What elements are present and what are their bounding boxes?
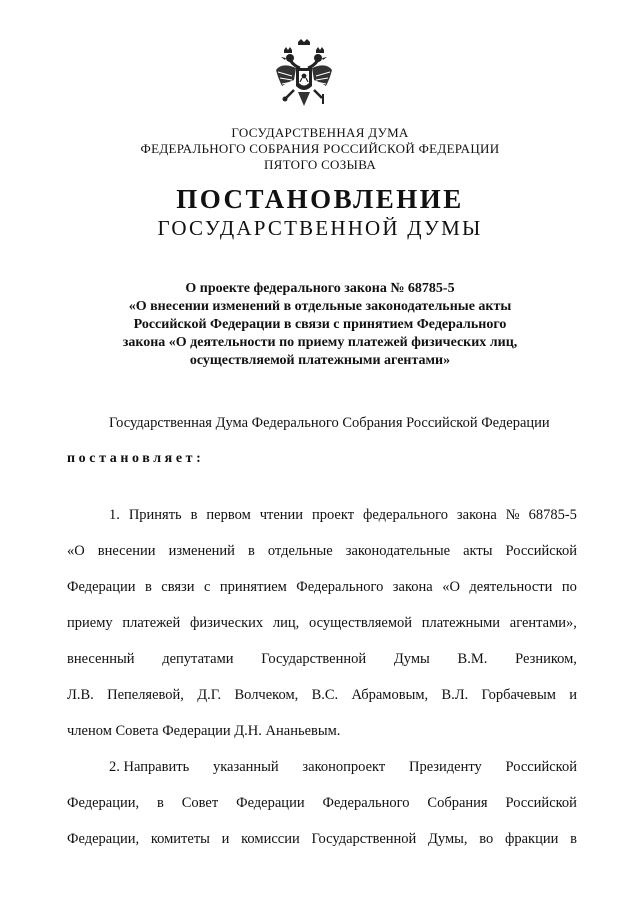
word: в: [190, 507, 198, 523]
word: лиц,: [272, 615, 300, 631]
word: закона: [392, 579, 433, 595]
word: внесенный: [67, 651, 135, 667]
paragraph-2-line-1: [109, 759, 577, 776]
word: Д.Г.: [197, 687, 222, 703]
word: во: [479, 831, 494, 847]
word: внесении: [97, 543, 156, 559]
word: Волчеком,: [234, 687, 299, 703]
word: по: [561, 579, 577, 595]
word: федерального: [363, 507, 448, 523]
word: проект: [312, 507, 355, 523]
word: Пепеляевой,: [107, 687, 184, 703]
subject-line-3: Российской Федерации в связи с принятием Федерального: [133, 317, 507, 332]
word: агентами»,: [509, 615, 577, 631]
word: изменений: [168, 543, 235, 559]
word: приему: [67, 615, 113, 631]
paragraph-1-line-1: [109, 507, 577, 524]
word: и: [221, 831, 230, 847]
word: акты: [463, 543, 493, 559]
word: Горбачевым: [481, 687, 556, 703]
word: Федерации: [236, 795, 305, 811]
word: фракции: [504, 831, 559, 847]
word: принятием: [219, 579, 287, 595]
word: в: [144, 579, 152, 595]
word: 2. Направить: [109, 759, 190, 775]
word: в: [247, 543, 255, 559]
word: Федерального: [296, 579, 384, 595]
word: №: [505, 507, 520, 523]
word: 1.: [109, 507, 120, 523]
header-convocation: ПЯТОГО СОЗЫВА: [263, 157, 377, 172]
document-title: ПОСТАНОВЛЕНИЕ: [176, 184, 464, 214]
word: Российской: [505, 759, 577, 775]
word: Президенту: [408, 759, 482, 775]
word: Л.В.: [67, 687, 94, 703]
word: законодательные: [345, 543, 451, 559]
word: В.Л.: [441, 687, 469, 703]
word: Думы,: [428, 831, 468, 847]
word: Резником,: [515, 651, 577, 667]
subject-line-4: закона «О деятельности по приему платежей физических лиц,: [122, 335, 518, 350]
word: деятельности: [469, 579, 553, 595]
word: В.С.: [311, 687, 339, 703]
word: и: [569, 687, 577, 703]
word: Совет: [181, 795, 219, 811]
word: с: [204, 579, 211, 595]
word: первом: [206, 507, 251, 523]
paragraph-1-line-2: [67, 543, 577, 560]
paragraph-1-line-5: [67, 651, 577, 668]
word: Российской: [505, 543, 577, 559]
document-subtitle: ГОСУДАРСТВЕННОЙ ДУМЫ: [157, 216, 483, 240]
word: Собрания: [427, 795, 488, 811]
paragraph-1-line-4: [67, 615, 577, 632]
header-duma: ГОСУДАРСТВЕННАЯ ДУМА: [231, 125, 409, 140]
word: платежей: [122, 615, 181, 631]
word: Принять: [128, 507, 182, 523]
word: законопроект: [302, 759, 386, 775]
resolves-word: постановляет:: [67, 451, 205, 466]
subject-line-5: осуществляемой платежными агентами»: [189, 353, 451, 368]
word: в: [570, 831, 577, 847]
word: Думы: [393, 651, 430, 667]
paragraph-1-line-7: членом Совета Федерации Д.Н. Ананьевым.: [67, 723, 341, 739]
word: Российской: [505, 795, 577, 811]
word: «О: [442, 579, 460, 595]
word: Федерации: [67, 579, 136, 595]
word: связи: [161, 579, 195, 595]
word: 68785-5: [528, 507, 577, 523]
preamble: Государственная Дума Федерального Собрания Российской Федерации: [109, 415, 550, 431]
word: «О: [67, 543, 85, 559]
paragraph-1-line-3: [67, 579, 577, 596]
word: осуществляемой: [309, 615, 413, 631]
word: указанный: [212, 759, 279, 775]
subject-line-2: «О внесении изменений в отдельные законодательные акты: [128, 299, 512, 314]
word: Федерации,: [67, 795, 140, 811]
word: комиссии: [241, 831, 300, 847]
word: отдельные: [267, 543, 333, 559]
paragraph-1-line-6: [67, 687, 577, 704]
subject-line-1: О проекте федерального закона № 68785-5: [185, 281, 455, 296]
word: В.М.: [457, 651, 488, 667]
word: комитеты: [150, 831, 210, 847]
paragraph-2-line-3: [67, 831, 577, 848]
coat-of-arms-emblem: [272, 38, 336, 114]
word: Федерального: [322, 795, 410, 811]
word: Абрамовым,: [351, 687, 429, 703]
word: чтении: [259, 507, 304, 523]
word: Государственной: [261, 651, 367, 667]
word: закона: [456, 507, 497, 523]
word: Федерации,: [67, 831, 140, 847]
word: в: [157, 795, 164, 811]
word: физических: [189, 615, 264, 631]
paragraph-2-line-2: [67, 795, 577, 812]
word: Государственной: [311, 831, 417, 847]
word: депутатами: [162, 651, 234, 667]
word: платежными: [421, 615, 501, 631]
header-federal-assembly: ФЕДЕРАЛЬНОГО СОБРАНИЯ РОССИЙСКОЙ ФЕДЕРАЦИИ: [140, 141, 500, 156]
